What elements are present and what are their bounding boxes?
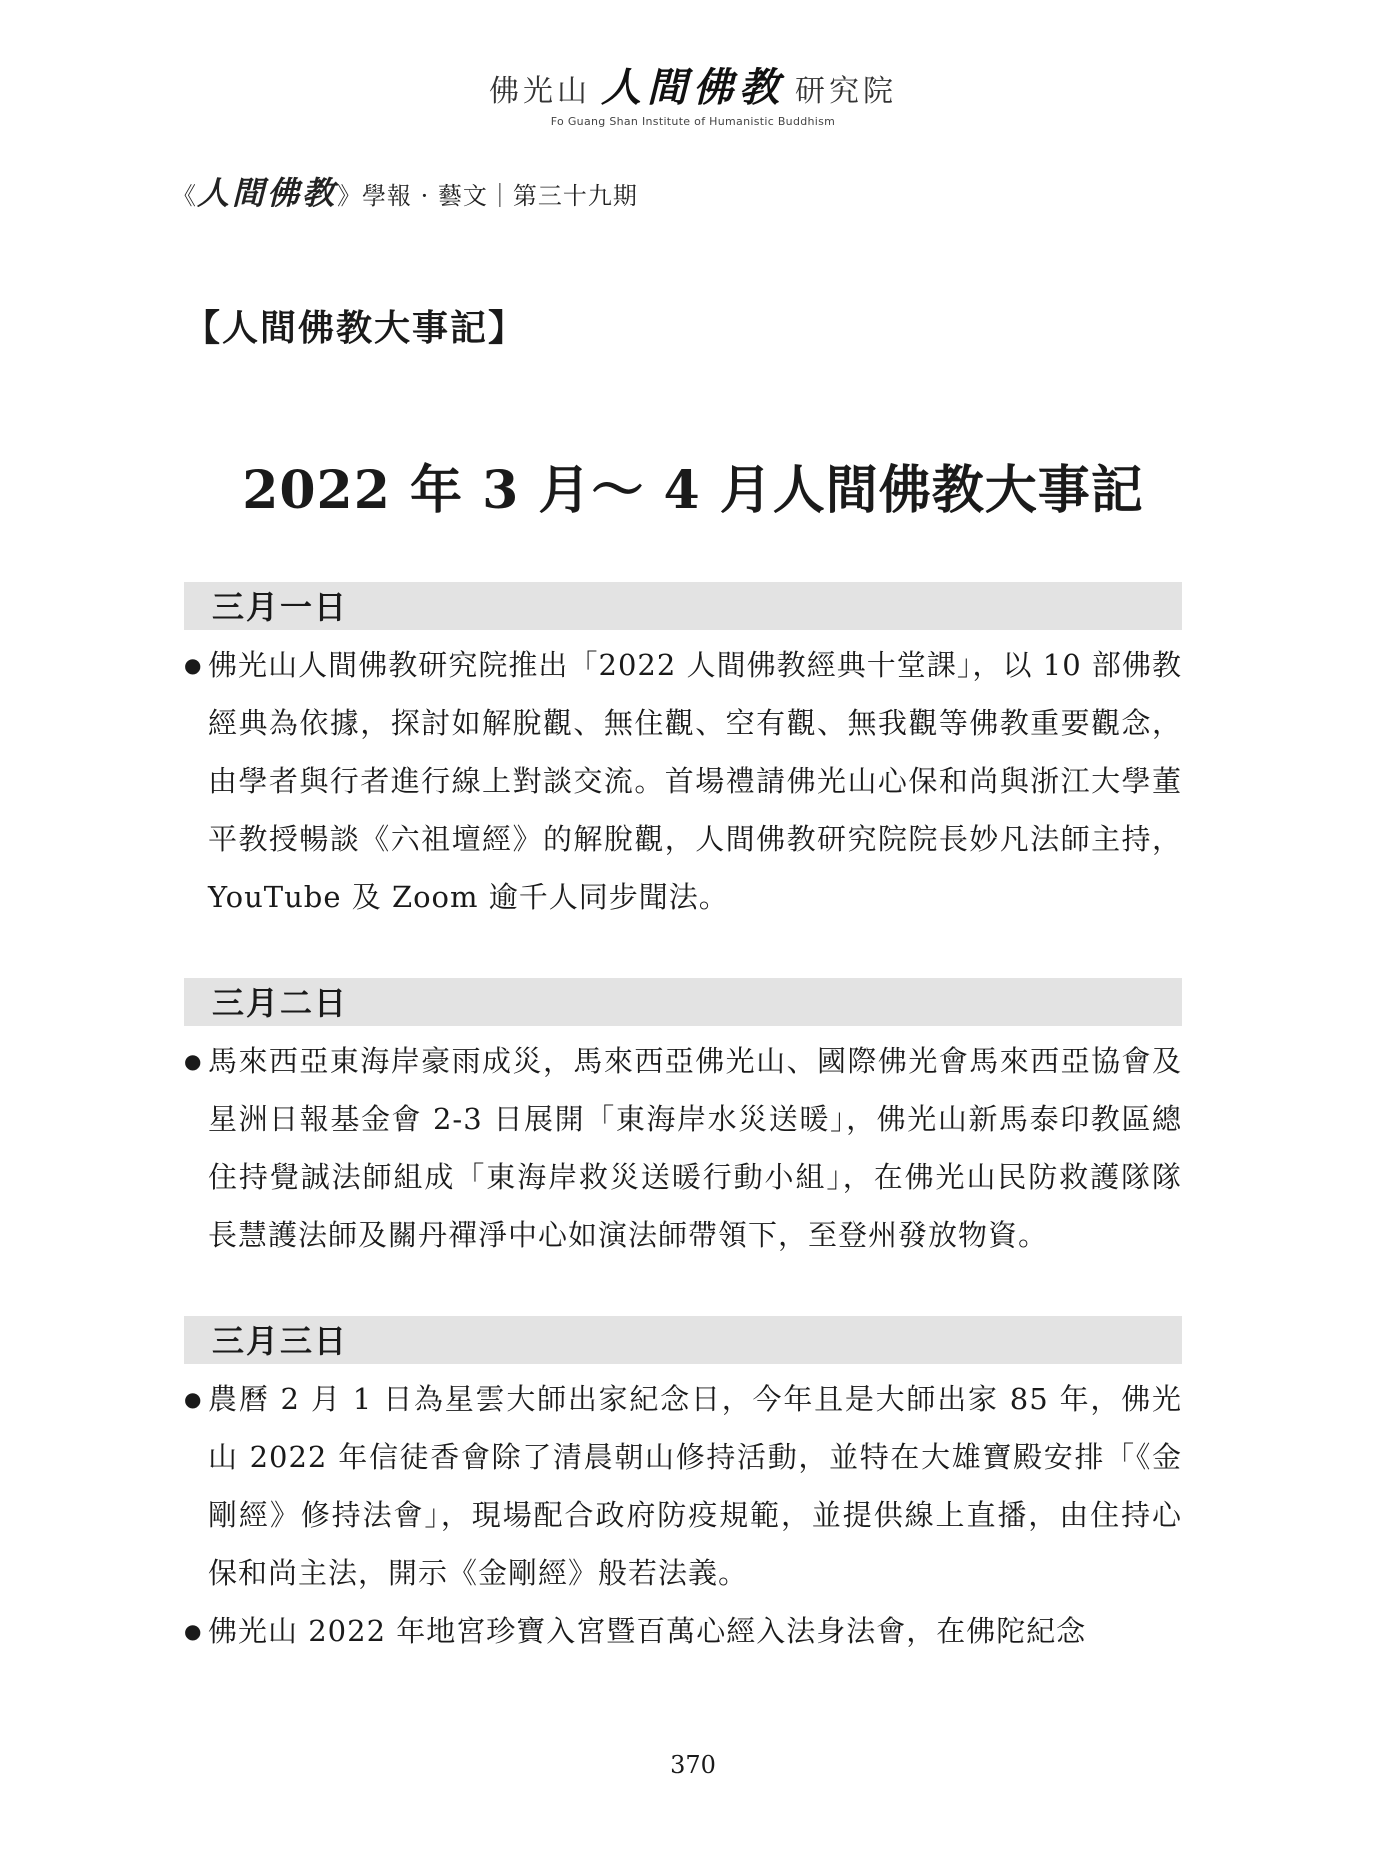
event-entry xyxy=(184,1370,1182,1602)
journal-issue-text: 》學報 · 藝文｜第三十九期 xyxy=(337,182,638,210)
bullet-icon: ● xyxy=(184,653,203,677)
event-text: 馬來西亞東海岸豪雨成災，馬來西亞佛光山、國際佛光會馬來西亞協會及星洲日報基金會 2-3 日展開「東海岸水災送暖」，佛光山新馬泰印教區總住持覺誠法師組成「東海岸救災送暖行動小組」，在佛光山民防救護隊隊長慧護法師及關丹禪淨中心如演法師帶領下，至登州發放物資。 xyxy=(208,1044,1182,1252)
institute-english-name: Fo Guang Shan Institute of Humanistic Buddhism xyxy=(550,115,836,128)
event-text: 佛光山人間佛教研究院推出「2022 人間佛教經典十堂課」，以 10 部佛教經典為依據，探討如解脫觀、無住觀、空有觀、無我觀等佛教重要觀念，由學者與行者進行線上對談交流。首場禮請佛光山心保和尚與浙江大學董平教授暢談《六祖壇經》的解脫觀，人間佛教研究院院長妙凡法師主持，YouTube 及 Zoom 逾千人同步聞法。 xyxy=(208,648,1182,914)
date-header: 三月二日 xyxy=(184,978,1182,1026)
date-block xyxy=(184,978,1182,1264)
event-entry xyxy=(184,1032,1182,1264)
institute-suffix: 研究院 xyxy=(795,74,897,109)
page-title: 2022 年 3 月～ 4 月人間佛教大事記 xyxy=(242,460,1144,521)
page-header xyxy=(0,56,1386,128)
event-text: 農曆 2 月 1 日為星雲大師出家紀念日，今年且是大師出家 85 年，佛光山 2022 年信徒香會除了清晨朝山修持活動，並特在大雄寶殿安排「《金剛經》修持法會」，現場配合政府防疫規範，並提供線上直播，由住持心保和尚主法，開示《金剛經》般若法義。 xyxy=(208,1382,1182,1590)
date-header: 三月三日 xyxy=(184,1316,1182,1364)
page-number: 370 xyxy=(670,1751,716,1779)
journal-brand: 人間佛教 xyxy=(197,174,338,212)
journal-issue-line xyxy=(172,168,638,214)
event-text: 佛光山 2022 年地宮珍寶入宮暨百萬心經入法身法會，在佛陀紀念 xyxy=(208,1614,1087,1648)
journal-open-bracket: 《 xyxy=(172,182,197,210)
date-header: 三月一日 xyxy=(184,582,1182,630)
bullet-icon: ● xyxy=(184,1387,203,1411)
bullet-icon: ● xyxy=(184,1049,203,1073)
section-label: 【人間佛教大事記】 xyxy=(184,307,527,349)
date-block xyxy=(184,1316,1182,1660)
events-list xyxy=(184,582,1182,1712)
institute-name xyxy=(0,56,1386,113)
bullet-icon: ● xyxy=(184,1619,203,1643)
event-entry xyxy=(184,1602,1182,1660)
date-block xyxy=(184,582,1182,926)
brand-calligraphy: 人間佛教 xyxy=(601,64,785,111)
event-entry xyxy=(184,636,1182,926)
institute-prefix: 佛光山 xyxy=(489,74,591,109)
